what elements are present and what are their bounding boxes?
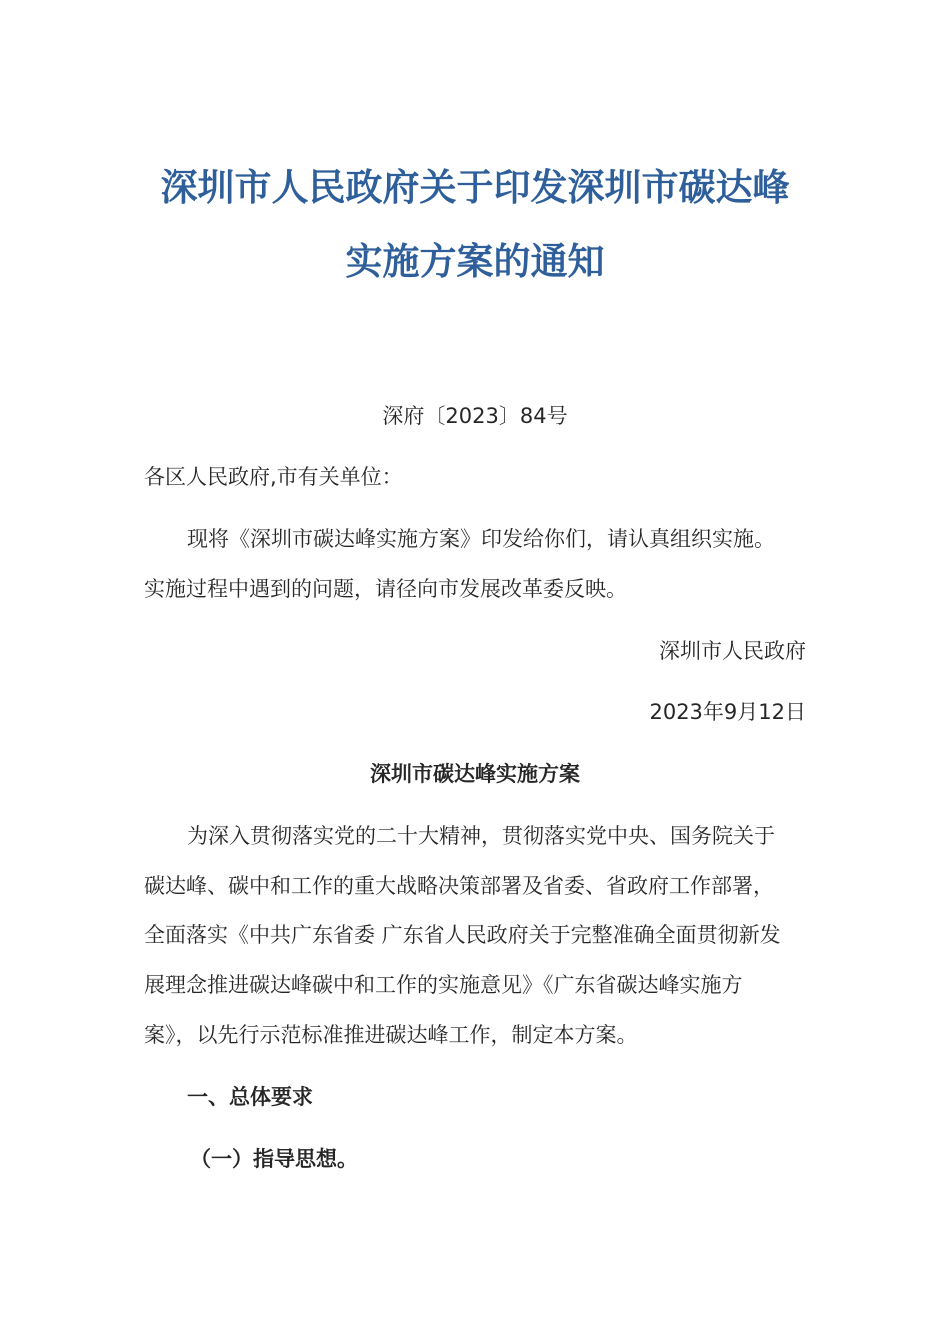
- document-title-line-2: 实施方案的通知: [345, 240, 605, 283]
- issuer-signature: 深圳市人民政府: [659, 639, 806, 663]
- document-title-line-1: 深圳市人民政府关于印发深圳市碳达峰: [160, 166, 790, 209]
- intro-paragraph-line: 案》，以先行示范标准推进碳达峰工作，制定本方案。: [144, 1023, 638, 1047]
- issue-date: 2023年9月12日: [649, 700, 806, 724]
- intro-paragraph-line: 为深入贯彻落实党的二十大精神，贯彻落实党中央、国务院关于: [187, 824, 775, 848]
- salutation: 各区人民政府,市有关单位：: [144, 465, 403, 489]
- section-heading: 一、总体要求: [187, 1085, 313, 1109]
- body-paragraph-line: 现将《深圳市碳达峰实施方案》印发给你们，请认真组织实施。: [187, 527, 775, 551]
- intro-paragraph-line: 展理念推进碳达峰碳中和工作的实施意见》《广东省碳达峰实施方: [144, 973, 743, 997]
- intro-paragraph-line: 碳达峰、碳中和工作的重大战略决策部署及省委、省政府工作部署，: [144, 874, 774, 898]
- body-paragraph-line: 实施过程中遇到的问题，请径向市发展改革委反映。: [144, 577, 627, 601]
- plan-title: 深圳市碳达峰实施方案: [370, 762, 580, 786]
- intro-paragraph-line: 全面落实《中共广东省委 广东省人民政府关于完整准确全面贯彻新发: [144, 923, 781, 947]
- subsection-heading: （一）指导思想。: [190, 1147, 358, 1171]
- document-number: 深府〔2023〕84号: [382, 404, 568, 428]
